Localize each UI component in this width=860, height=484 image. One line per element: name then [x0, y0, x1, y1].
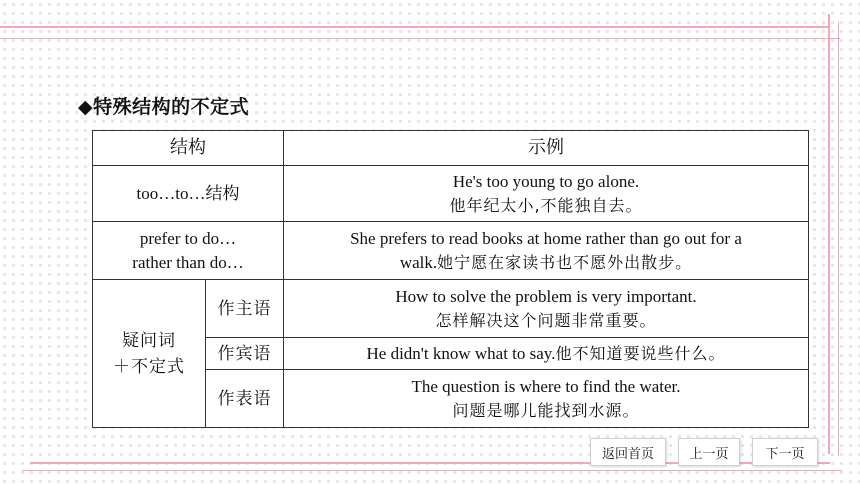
example-en: She prefers to read books at home rather than go out for a	[350, 228, 742, 248]
group-line1: 疑问词	[122, 330, 176, 351]
home-button[interactable]: 返回首页	[590, 438, 666, 466]
table-header-row	[93, 131, 809, 166]
table-row	[93, 280, 809, 338]
decor-line-right-2	[838, 22, 839, 456]
header-example: 示例	[284, 131, 809, 166]
section-heading: ◆特殊结构的不定式	[78, 96, 250, 118]
example-zh: 他不知道要说些什么。	[555, 343, 726, 363]
structure-line1: prefer to do…	[139, 228, 237, 248]
example-cell	[284, 222, 809, 280]
structure-line2: rather than do…	[132, 252, 244, 272]
infinitive-structure-table	[92, 130, 809, 428]
structure-cell	[93, 222, 284, 280]
example-zh: 她宁愿在家读书也不愿外出散步。	[437, 252, 693, 272]
example-en: He's too young to go alone.	[452, 171, 640, 191]
example-cell	[284, 338, 809, 370]
structure-cell	[93, 166, 284, 222]
example-cell	[284, 280, 809, 338]
next-page-button[interactable]: 下一页	[752, 438, 818, 466]
prev-page-button[interactable]: 上一页	[678, 438, 740, 466]
example-en: The question is where to find the water.	[411, 376, 681, 396]
decor-line-top-1	[0, 26, 830, 28]
role-cell: 作主语	[206, 280, 284, 338]
decor-line-bottom-2	[22, 470, 842, 471]
decor-line-right-1	[828, 14, 830, 454]
example-en-cont: walk.	[399, 252, 438, 272]
example-cell	[284, 370, 809, 428]
header-structure: 结构	[93, 131, 284, 166]
example-zh: 他年纪太小,不能独自去。	[449, 195, 643, 215]
example-en: He didn't know what to say.	[366, 343, 556, 363]
decor-line-top-2	[0, 38, 840, 39]
table-row	[93, 222, 809, 280]
example-zh: 问题是哪儿能找到水源。	[452, 400, 640, 420]
role-cell: 作宾语	[206, 338, 284, 370]
structure-text: too…to…结构	[136, 183, 240, 203]
group-line2: ＋不定式	[113, 356, 185, 377]
role-cell: 作表语	[206, 370, 284, 428]
example-cell	[284, 166, 809, 222]
group-structure-cell	[93, 280, 206, 428]
example-zh: 怎样解决这个问题非常重要。	[435, 310, 657, 330]
example-en: How to solve the problem is very important.	[395, 286, 697, 306]
table-row	[93, 166, 809, 222]
